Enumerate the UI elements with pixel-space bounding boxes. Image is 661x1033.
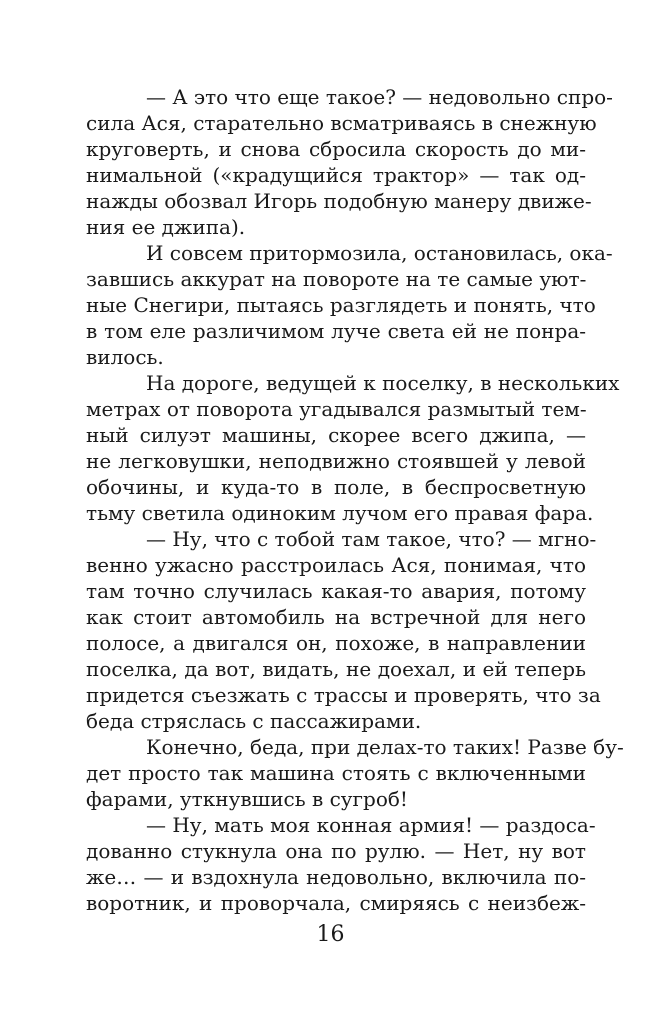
text-line: придется съезжать с трассы и проверять, что за bbox=[86, 683, 601, 707]
text-line: ния ее джипа). bbox=[86, 215, 246, 239]
text-line: завшись аккурат на повороте на те самые уют- bbox=[86, 267, 587, 291]
page-number: 16 bbox=[316, 922, 345, 947]
text-line: венно ужасно расстроилась Ася, понимая, что bbox=[86, 553, 586, 577]
body-text bbox=[86, 84, 624, 916]
text-line: нажды обозвал Игорь подобную манеру движе- bbox=[86, 189, 592, 213]
text-line: полосе, а двигался он, похоже, в направлении bbox=[86, 631, 586, 655]
text-line: же… — и вздохнула недовольно, включила по- bbox=[86, 865, 586, 889]
text-line: дет просто так машина стоять с включенными bbox=[86, 761, 586, 785]
text-line: поселка, да вот, видать, не доехал, и ей теперь bbox=[86, 657, 586, 681]
text-line: — Ну, мать моя конная армия! — раздоса- bbox=[146, 813, 596, 837]
text-line: не легковушки, неподвижно стоявшей у левой bbox=[86, 449, 586, 473]
text-line: Конечно, беда, при делах-то таких! Разве бу- bbox=[146, 735, 624, 759]
text-line: там точно случилась какая-то авария, потому bbox=[86, 579, 586, 603]
text-line: И совсем притормозила, остановилась, ока- bbox=[146, 241, 613, 265]
text-line: сила Ася, старательно всматриваясь в снежную bbox=[86, 111, 597, 135]
text-line: ные Снегири, пытаясь разглядеть и понять, что bbox=[86, 293, 596, 317]
text-line: нимальной («крадущийся трактор» — так од- bbox=[86, 163, 586, 187]
text-line: круговерть, и снова сбросила скорость до ми- bbox=[86, 137, 586, 161]
text-line: беда стряслась с пассажирами. bbox=[86, 709, 422, 733]
text-line: На дороге, ведущей к поселку, в нескольких bbox=[146, 371, 620, 395]
text-line: вилось. bbox=[86, 345, 164, 369]
text-line: тьму светила одиноким лучом его правая фара. bbox=[86, 501, 594, 525]
text-line: фарами, уткнувшись в сугроб! bbox=[86, 787, 408, 811]
text-line: метрах от поворота угадывался размытый тем- bbox=[86, 397, 587, 421]
text-line: как стоит автомобиль на встречной для него bbox=[86, 605, 586, 629]
text-line: в том еле различимом луче света ей не понра- bbox=[86, 319, 586, 343]
text-line: воротник, и проворчала, смиряясь с неизбеж- bbox=[86, 891, 586, 915]
text-line: обочины, и куда-то в поле, в беспросветную bbox=[86, 475, 586, 499]
text-line: ный силуэт машины, скорее всего джипа, — bbox=[86, 423, 586, 447]
text-line: — Ну, что с тобой там такое, что? — мгно- bbox=[146, 527, 597, 551]
text-line: дованно стукнула она по рулю. — Нет, ну вот bbox=[86, 839, 586, 863]
text-line: — А это что еще такое? — недовольно спро- bbox=[146, 85, 613, 109]
